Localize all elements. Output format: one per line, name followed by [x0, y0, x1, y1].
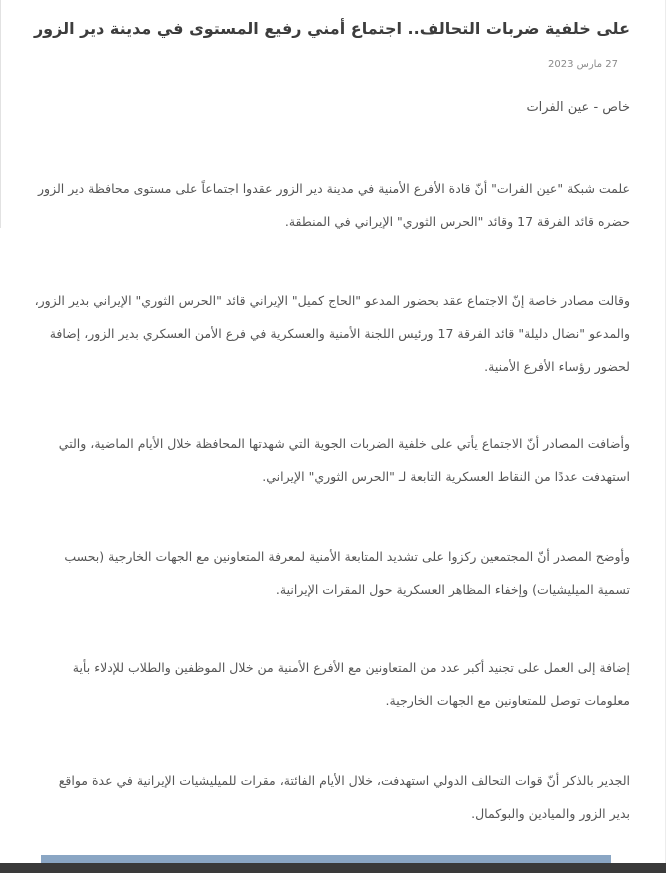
article-paragraph [36, 651, 630, 717]
paragraph-line: معلومات توصل للمتعاونين مع الجهات الخارجية. [385, 693, 630, 708]
paragraph-line: والمدعو "نضال دليلة" قائد الفرقة 17 ورئيس اللجنة الأمنية والعسكرية في فرع الأمن العسكري بدير الزور، إضافة [49, 326, 630, 341]
paragraph-line: الجدير بالذكر أنّ قوات التحالف الدولي استهدفت، خلال الأيام الفائتة، مقرات للميليشيات الإيرانية في عدة مواقع [58, 773, 630, 788]
article-paragraph [36, 540, 630, 606]
article-image [41, 855, 611, 863]
paragraph-line: وأضافت المصادر أنّ الاجتماع يأتي على خلفية الضربات الجوية التي شهدتها المحافظة خلال الأيام الماضية، والتي [58, 436, 630, 451]
paragraph-line: علمت شبكة "عين الفرات" أنّ قادة الأفرع الأمنية في مدينة دير الزور عقدوا اجتماعاً على مستوى محافظة دير الزور [38, 181, 630, 196]
paragraph-line: تسمية الميليشيات) وإخفاء المظاهر العسكرية حول المقرات الإيرانية. [275, 582, 630, 597]
article-paragraph [36, 427, 630, 493]
paragraph-line: إضافة إلى العمل على تجنيد أكبر عدد من المتعاونين مع الأفرع الأمنية من خلال الموظفين والطلاب للإدلاء بأية [72, 660, 630, 675]
paragraph-line: وقالت مصادر خاصة إنّ الاجتماع عقد بحضور المدعو "الحاج كميل" الإيراني قائد "الحرس الثوري" الإيراني بدير الزور، [34, 293, 630, 308]
paragraph-line: استهدفت عددًا من النقاط العسكرية التابعة لـ "الحرس الثوري" الإيراني. [262, 469, 630, 484]
article-date: 27 مارس 2023 [548, 59, 618, 70]
paragraph-line: لحضور رؤساء الأفرع الأمنية. [484, 359, 630, 374]
paragraph-line: وأوضح المصدر أنّ المجتمعين ركزوا على تشديد المتابعة الأمنية لمعرفة المتعاونين مع الجهات الخارجية (بحسب [64, 549, 630, 564]
article-paragraph [36, 284, 630, 383]
article-paragraph [36, 172, 630, 238]
article-byline: خاص - عين الفرات [526, 100, 630, 115]
paragraph-line: بدير الزور والميادين والبوكمال. [471, 806, 630, 821]
left-border [0, 0, 1, 228]
article-title: على خلفية ضربات التحالف.. اجتماع أمني رفيع المستوى في مدينة دير الزور [33, 19, 630, 38]
bottom-bar [0, 863, 666, 873]
paragraph-line: حضره قائد الفرقة 17 وقائد "الحرس الثوري" الإيراني في المنطقة. [284, 214, 630, 229]
article-paragraph [36, 764, 630, 830]
